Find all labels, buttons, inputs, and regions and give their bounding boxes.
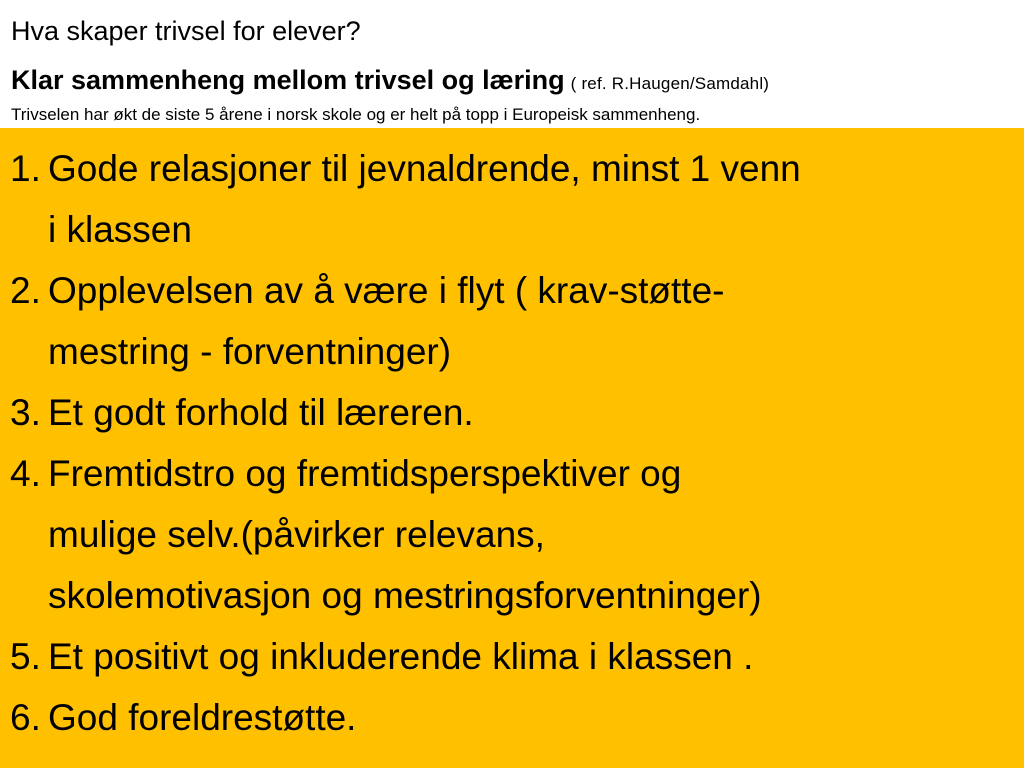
list-item-text <box>48 443 762 626</box>
headline-row <box>11 63 769 101</box>
factor-list <box>10 138 1018 748</box>
list-item-line: Et positivt og inkluderende klima i klassen . <box>48 636 754 677</box>
headline-text: Klar sammenheng mellom trivsel og læring <box>11 65 565 95</box>
list-item-line: Opplevelsen av å være i flyt ( krav-støtte- <box>48 270 725 311</box>
list-item <box>10 138 1018 260</box>
list-item-line: mulige selv.(påvirker relevans, <box>48 514 545 555</box>
list-item-number: 2. <box>10 270 41 311</box>
list-item-line: Fremtidstro og fremtidsperspektiver og <box>48 453 682 494</box>
list-item-line: Gode relasjoner til jevnaldrende, minst 1 venn <box>48 148 801 189</box>
list-item <box>10 382 1018 443</box>
list-item-number: 3. <box>10 392 41 433</box>
list-item-line: skolemotivasjon og mestringsforventninger) <box>48 575 762 616</box>
list-item-text <box>48 382 474 443</box>
list-item-number: 5. <box>10 636 41 677</box>
list-item-text <box>48 138 801 260</box>
list-item <box>10 687 1018 748</box>
list-item-number: 4. <box>10 453 41 494</box>
list-item <box>10 626 1018 687</box>
list-item-number: 1. <box>10 148 41 189</box>
list-item-line: Et godt forhold til læreren. <box>48 392 474 433</box>
list-item <box>10 443 1018 626</box>
slide-header <box>0 0 1024 128</box>
list-item-line: i klassen <box>48 209 192 250</box>
reference-text: ( ref. R.Haugen/Samdahl) <box>570 74 770 93</box>
list-item-text <box>48 687 356 748</box>
list-item-text <box>48 260 724 382</box>
content-panel <box>0 128 1024 768</box>
list-item-text <box>48 626 753 687</box>
list-item-line: God foreldrestøtte. <box>48 697 357 738</box>
question-heading: Hva skaper trivsel for elever? <box>11 16 361 46</box>
list-item-line: mestring - forventninger) <box>48 331 452 372</box>
note-text: Trivselen har økt de siste 5 årene i norsk skole og er helt på topp i Europeisk sammenheng. <box>11 105 701 124</box>
list-item <box>10 260 1018 382</box>
list-item-number: 6. <box>10 697 41 738</box>
